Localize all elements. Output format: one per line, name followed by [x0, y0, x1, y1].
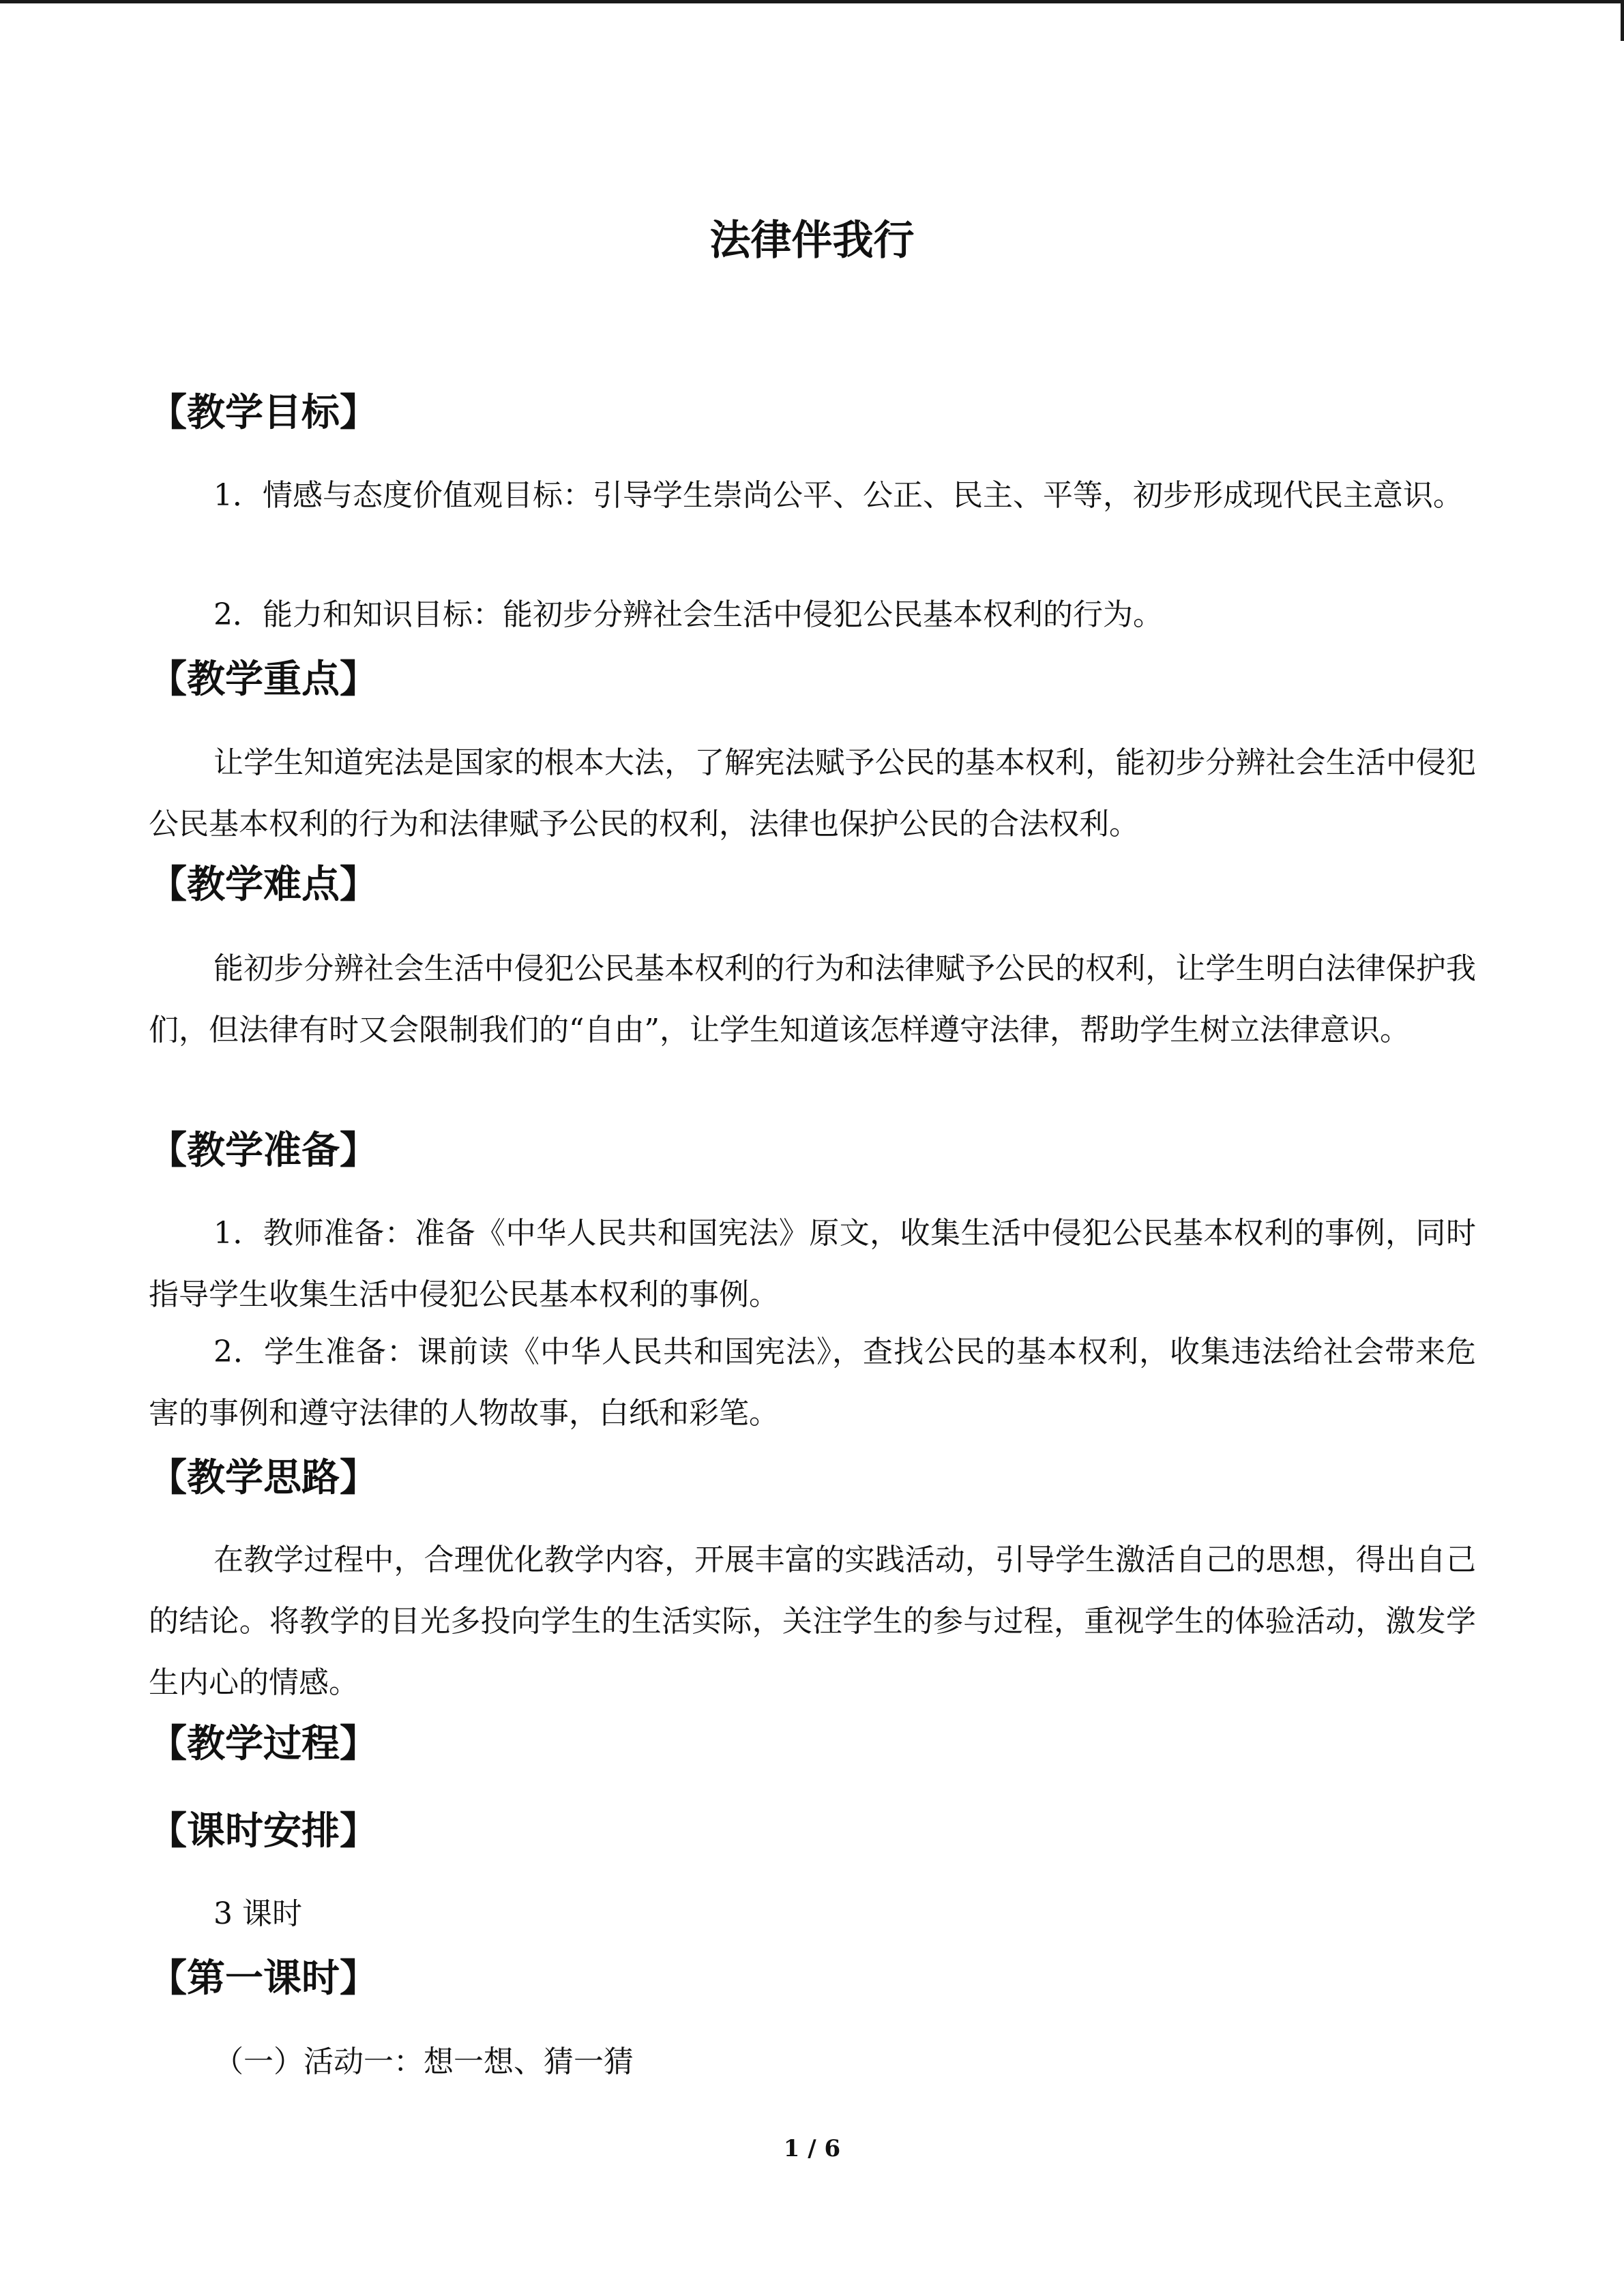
- heading-preparation: 【教学准备】: [149, 1129, 378, 1173]
- page-number: 1 / 6: [783, 2135, 841, 2162]
- heading-schedule: 【课时安排】: [149, 1809, 378, 1853]
- goal-item-1: 1．情感与态度价值观目标：引导学生崇尚公平、公正、民主、平等，初步形成现代民主意识。: [213, 478, 1463, 513]
- heading-process: 【教学过程】: [149, 1722, 378, 1766]
- heading-key-points: 【教学重点】: [149, 657, 378, 702]
- heading-lesson-one: 【第一课时】: [149, 1956, 378, 2001]
- key-points-text: 让学生知道宪法是国家的根本大法，了解宪法赋予公民的基本权利，能初步分辨社会生活中侵犯公民基本权利的行为和法律赋予公民的权利，法律也保护公民的合法权利。: [149, 745, 1476, 841]
- goal-item-2: 2．能力和知识目标：能初步分辨社会生活中侵犯公民基本权利的行为。: [213, 597, 1163, 632]
- approach-text: 在教学过程中，合理优化教学内容，开展丰富的实践活动，引导学生激活自己的思想，得出自己的结论。将教学的目光多投向学生的生活实际，关注学生的参与过程，重视学生的体验活动，激发学生内心的情感。: [149, 1542, 1476, 1700]
- document-title: 法律伴我行: [709, 217, 915, 265]
- top-border-line: [0, 0, 1624, 3]
- heading-teaching-goals: 【教学目标】: [149, 391, 378, 435]
- lesson-one-activity: （一）活动一：想一想、猜一猜: [213, 2044, 634, 2079]
- preparation-item-1: 1．教师准备：准备《中华人民共和国宪法》原文，收集生活中侵犯公民基本权利的事例，同时指导学生收集生活中侵犯公民基本权利的事例。: [149, 1216, 1476, 1312]
- difficulties-text: 能初步分辨社会生活中侵犯公民基本权利的行为和法律赋予公民的权利，让学生明白法律保护我们，但法律有时又会限制我们的“自由”，让学生知道该怎样遵守法律，帮助学生树立法律意识。: [149, 951, 1476, 1047]
- right-border-line: [1621, 0, 1624, 41]
- heading-difficulties: 【教学难点】: [149, 863, 378, 907]
- preparation-item-2: 2．学生准备：课前读《中华人民共和国宪法》，查找公民的基本权利，收集违法给社会带来危害的事例和遵守法律的人物故事，白纸和彩笔。: [149, 1335, 1476, 1431]
- heading-approach: 【教学思路】: [149, 1456, 378, 1500]
- schedule-text: 3 课时: [213, 1896, 302, 1931]
